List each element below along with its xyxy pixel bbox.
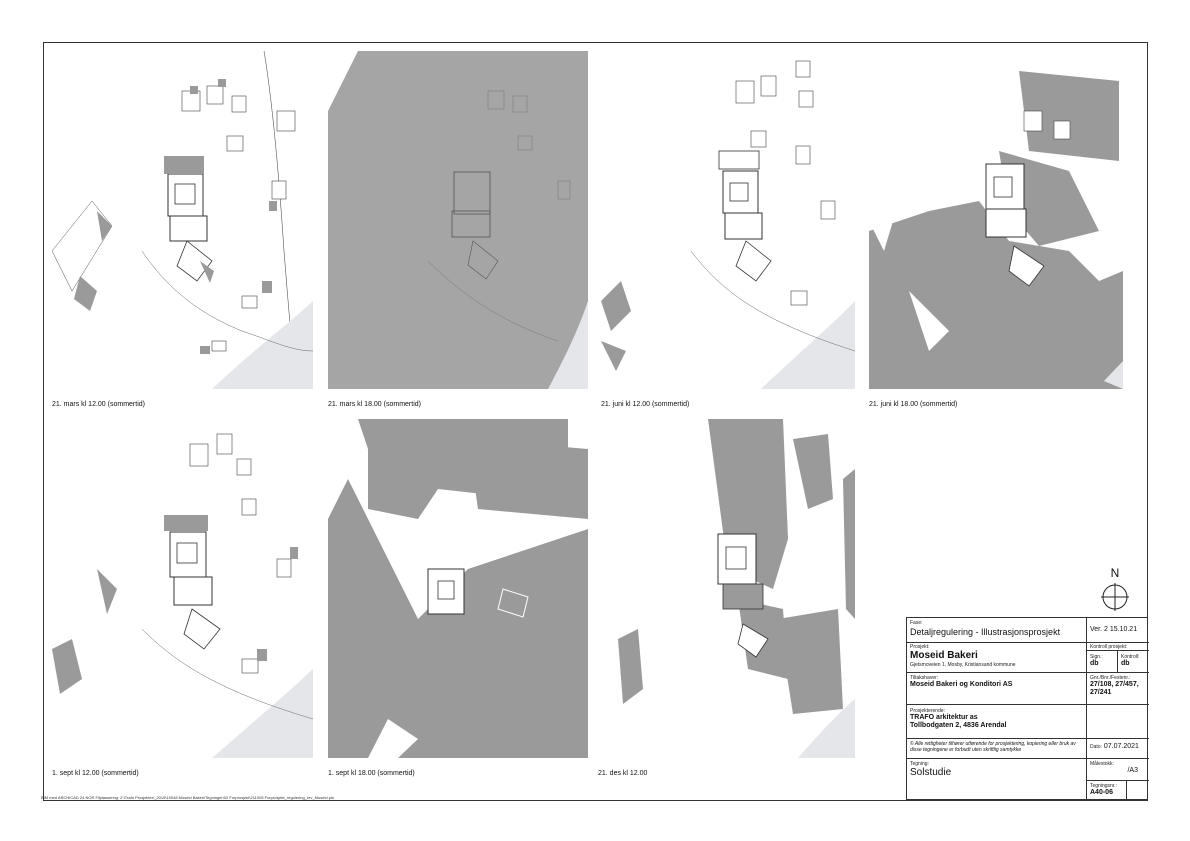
gnr-cell — [1087, 673, 1149, 705]
kontroll-prosjekt-label: Kontroll prosjekt: — [1090, 644, 1128, 650]
tegning-cell — [907, 759, 1087, 801]
kontroll-prosjekt-cell — [1087, 643, 1149, 651]
prosjekt-cell — [907, 643, 1087, 673]
sun-study-panel-sep-12 — [52, 419, 313, 758]
panel-caption: 21. juni kl 12.00 (sommertid) — [601, 401, 690, 408]
sign-cell — [1087, 651, 1118, 673]
tiltakshaver-label: Tiltakshaver: — [910, 675, 939, 681]
rights-cell — [907, 739, 1087, 759]
malestokk-cell — [1087, 759, 1149, 781]
gnr-value: 27/108, 27/457, 27/241 — [1090, 681, 1139, 696]
kontroll-value: db — [1121, 660, 1130, 667]
prosjekt-address: Gjetsmoveien 1, Mosby, Kristiansand kommune — [910, 662, 1016, 668]
sun-study-panel-jun-18 — [869, 51, 1123, 389]
title-block — [906, 617, 1148, 800]
dato-cell — [1087, 739, 1149, 759]
sun-study-panel-sep-18 — [328, 419, 588, 758]
sign-value: db — [1090, 660, 1099, 667]
sun-study-panel-mar-18 — [328, 51, 588, 389]
version-cell — [1087, 618, 1149, 643]
tegning-value: Solstudie — [910, 767, 952, 778]
malestokk-label: Målestokk: — [1090, 761, 1114, 767]
sun-study-panel-dec-12 — [598, 419, 855, 758]
dato-value: 07.07.2021 — [1103, 743, 1139, 750]
panel-caption: 21. mars kl 18.00 (sommertid) — [328, 401, 421, 408]
blank-cell — [1087, 705, 1149, 739]
tiltakshaver-value: Moseid Bakeri og Konditori AS — [910, 681, 1013, 688]
north-arrow — [1100, 566, 1130, 610]
malestokk-value: /A3 — [1127, 767, 1138, 774]
fase-value: Detaljregulering - Illustrasjonsprosjekt — [910, 627, 1061, 637]
prosjekt-value: Moseid Bakeri — [910, 650, 978, 661]
gnr-label: Gnr./Bnr./Festenr.: — [1090, 675, 1131, 681]
panel-caption: 1. sept kl 12.00 (sommertid) — [52, 770, 139, 777]
prosjekterende-cell — [907, 705, 1087, 739]
kontroll-label: Kontroll: — [1121, 654, 1140, 660]
prosjekt-label: Prosjekt: — [910, 644, 930, 650]
panel-caption: 21. des kl 12.00 — [598, 770, 648, 777]
version-value: Ver. 2 15.10.21 — [1090, 626, 1138, 633]
dato-label: Dato: — [1090, 744, 1102, 750]
sign-label: Sign.: — [1090, 654, 1103, 660]
panel-caption: 21. juni kl 18.00 (sommertid) — [869, 401, 958, 408]
kontroll-cell — [1118, 651, 1149, 673]
compass-rose-icon — [1100, 582, 1130, 612]
north-label: N — [1110, 566, 1120, 580]
prosjekterende-address: Tollbodgaten 2, 4836 Arendal — [910, 722, 1007, 729]
tegningsnr-label: Tegningsnr.: — [1090, 783, 1117, 789]
tiltakshaver-cell — [907, 673, 1087, 705]
tegningsnr-value: A40-06 — [1090, 789, 1113, 796]
file-path-footer: BIM med ARCHICAD 24 NOR Filplassering: Z:\Trafo Prosjekter\_2019\19048 Moseid Bakeri\Tegninger\02 Forprosjekt\211005 Forprosjekt_regulering_rev_Moseid.pln — [41, 795, 335, 800]
sun-study-panel-jun-12 — [601, 51, 855, 389]
prosjekterende-label: Prosjekterende: — [910, 708, 946, 714]
panel-caption: 21. mars kl 12.00 (sommertid) — [52, 401, 145, 408]
prosjekterende-name: TRAFO arkitektur as — [910, 714, 978, 721]
sun-study-panel-mar-12 — [52, 51, 313, 389]
fase-label: Fase: — [910, 620, 923, 626]
fase-cell — [907, 618, 1087, 643]
panel-caption: 1. sept kl 18.00 (sommertid) — [328, 770, 415, 777]
rights-notice: © Alle rettigheter tilhører utførende for prosjektering, kopiering eller bruk av disse tegningene er forbudt uten skriftlig samtykke — [910, 741, 1076, 753]
tegning-label: Tegning: — [910, 761, 929, 767]
tegningsnr-cell — [1087, 781, 1127, 801]
